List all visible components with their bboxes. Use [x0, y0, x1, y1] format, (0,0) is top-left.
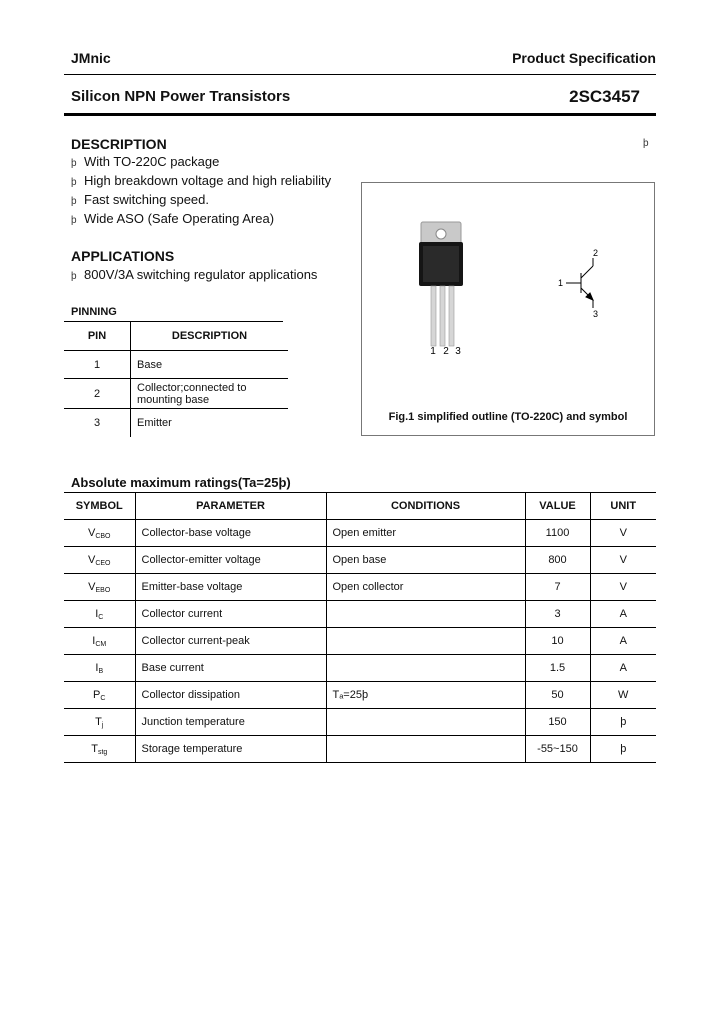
- ratings-title: Absolute maximum ratings(Ta=25þ): [71, 475, 291, 490]
- bullet-icon: þ: [71, 271, 77, 282]
- table-row: [64, 601, 656, 628]
- list-item: þ 800V/3A switching regulator applications: [71, 265, 317, 284]
- title-divider: [64, 113, 656, 116]
- conditions-cell: [326, 655, 525, 682]
- value-cell: 1.5: [525, 655, 590, 682]
- parameter-cell: Collector current: [135, 601, 326, 628]
- table-row: [64, 520, 656, 547]
- unit-cell: þ: [590, 709, 656, 736]
- bullet-icon: þ: [71, 196, 77, 207]
- pin-number: 1: [64, 351, 131, 379]
- to220-package-image: [361, 182, 655, 436]
- table-row: [64, 547, 656, 574]
- list-item: þ High breakdown voltage and high reliability: [71, 171, 331, 190]
- figure-caption: Fig.1 simplified outline (TO-220C) and symbol: [388, 411, 628, 423]
- list-item: þ Wide ASO (Safe Operating Area): [71, 209, 331, 228]
- symbol-cell: [64, 628, 135, 655]
- header-divider: [64, 74, 656, 75]
- symbol-cell: [64, 547, 135, 574]
- unit-cell: V: [590, 547, 656, 574]
- package-pin-label: 1: [430, 346, 436, 357]
- parameter-cell: Junction temperature: [135, 709, 326, 736]
- table-header-row: [64, 322, 288, 351]
- ratings-table: [64, 492, 656, 763]
- symbol-cell: [64, 682, 135, 709]
- value-cell: 800: [525, 547, 590, 574]
- symbol-letter: I: [92, 635, 96, 647]
- parameter-cell: Collector current-peak: [135, 628, 326, 655]
- symbol-subscript: B: [98, 668, 104, 675]
- page-title: Silicon NPN Power Transistors: [71, 88, 291, 105]
- symbol-letter: V: [88, 581, 96, 593]
- table-row: [64, 379, 288, 409]
- symbol-subscript: CEO: [95, 560, 111, 567]
- pinning-heading: PINNING: [71, 306, 117, 318]
- value-cell: 3: [525, 601, 590, 628]
- parameter-cell: Collector-base voltage: [135, 520, 326, 547]
- parameter-cell: Collector-emitter voltage: [135, 547, 326, 574]
- symbol-cell: [64, 736, 135, 763]
- table-row: [64, 682, 656, 709]
- symbol-cell: [64, 520, 135, 547]
- description-heading: DESCRIPTION: [71, 136, 167, 152]
- list-item: þ With TO-220C package: [71, 152, 331, 171]
- symbol-subscript: C: [100, 695, 106, 702]
- table-header-row: [64, 493, 656, 520]
- conditions-cell: [326, 736, 525, 763]
- symbol-letter: V: [87, 554, 96, 566]
- symbol-letter: P: [93, 689, 101, 701]
- symbol-cell: [64, 574, 135, 601]
- value-cell: 7: [525, 574, 590, 601]
- symbol-letter: T: [91, 743, 98, 755]
- parameter-cell: Storage temperature: [135, 736, 326, 763]
- pin-description: Emitter: [137, 416, 172, 429]
- pin-column-header: PIN: [64, 322, 131, 351]
- conditions-cell: [326, 601, 525, 628]
- symbol-column-header: SYMBOL: [64, 493, 135, 520]
- bullet-icon: þ: [71, 158, 77, 169]
- pin-number: 2: [64, 379, 131, 409]
- parameter-column-header: PARAMETER: [135, 493, 326, 520]
- symbol-cell: [64, 709, 135, 736]
- pin-description: Base: [131, 351, 289, 379]
- symbol-letter: V: [87, 527, 96, 539]
- list-item: þ Fast switching speed.: [71, 190, 331, 209]
- symbol-collector-label: 2: [593, 248, 599, 258]
- symbol-letter: I: [95, 662, 99, 674]
- pin-description: Collector;connected to mounting base: [131, 379, 289, 409]
- pin-description-column-header: DESCRIPTION: [131, 322, 289, 351]
- part-number: 2SC3457: [569, 87, 640, 106]
- parameter-cell: Base current: [135, 655, 326, 682]
- table-row: [64, 709, 656, 736]
- brand-name: JMnic: [71, 50, 111, 66]
- table-row: [64, 409, 288, 437]
- unit-cell: A: [590, 601, 656, 628]
- applications-heading: APPLICATIONS: [71, 248, 175, 264]
- bullet-icon: þ: [71, 215, 77, 226]
- symbol-cell: [64, 601, 135, 628]
- document-type: Product Specification: [512, 50, 656, 66]
- symbol-letter: I: [95, 608, 99, 620]
- symbol-cell: [64, 655, 135, 682]
- conditions-cell: Open collector: [326, 574, 525, 601]
- value-cell: 10: [525, 628, 590, 655]
- value-cell: 50: [525, 682, 590, 709]
- conditions-column-header: CONDITIONS: [326, 493, 525, 520]
- conditions-cell: [326, 709, 525, 736]
- table-row: [64, 574, 656, 601]
- npn-transistor-symbol: [566, 258, 593, 308]
- symbol-emitter-label: 3: [593, 309, 599, 319]
- unit-cell: A: [590, 628, 656, 655]
- unit-cell: V: [590, 520, 656, 547]
- unit-cell: þ: [590, 736, 656, 763]
- table-row: [64, 655, 656, 682]
- conditions-cell: Open base: [326, 547, 525, 574]
- conditions-cell: Tₐ=25þ: [326, 682, 525, 709]
- pinning-table: [64, 322, 288, 437]
- table-row: [64, 628, 656, 655]
- symbol-subscript: CM: [95, 641, 107, 648]
- unit-column-header: UNIT: [590, 493, 656, 520]
- table-row: [64, 351, 288, 379]
- description-list: [71, 152, 331, 228]
- unit-cell: V: [590, 574, 656, 601]
- symbol-base-label: 1: [558, 278, 564, 288]
- symbol-subscript: stg: [97, 749, 108, 756]
- conditions-cell: [326, 628, 525, 655]
- pin-number: 3: [64, 409, 131, 437]
- margin-marker: þ: [643, 138, 649, 149]
- value-cell: 1100: [525, 520, 590, 547]
- value-cell: 150: [525, 709, 590, 736]
- symbol-subscript: EBO: [95, 587, 111, 594]
- parameter-cell: Collector dissipation: [135, 682, 326, 709]
- conditions-cell: Open emitter: [326, 520, 525, 547]
- bullet-icon: þ: [71, 177, 77, 188]
- value-cell: -55~150: [525, 736, 590, 763]
- parameter-cell: Emitter-base voltage: [135, 574, 326, 601]
- symbol-letter: T: [95, 716, 102, 728]
- package-pin-label: 2: [443, 346, 449, 357]
- unit-cell: A: [590, 655, 656, 682]
- value-column-header: VALUE: [525, 493, 590, 520]
- applications-list: [71, 265, 317, 284]
- table-row: [64, 736, 656, 763]
- unit-cell: W: [590, 682, 656, 709]
- symbol-subscript: CBO: [95, 533, 111, 540]
- symbol-subscript: j: [101, 722, 104, 729]
- symbol-subscript: C: [98, 614, 104, 621]
- package-pin-label: 3: [455, 346, 461, 357]
